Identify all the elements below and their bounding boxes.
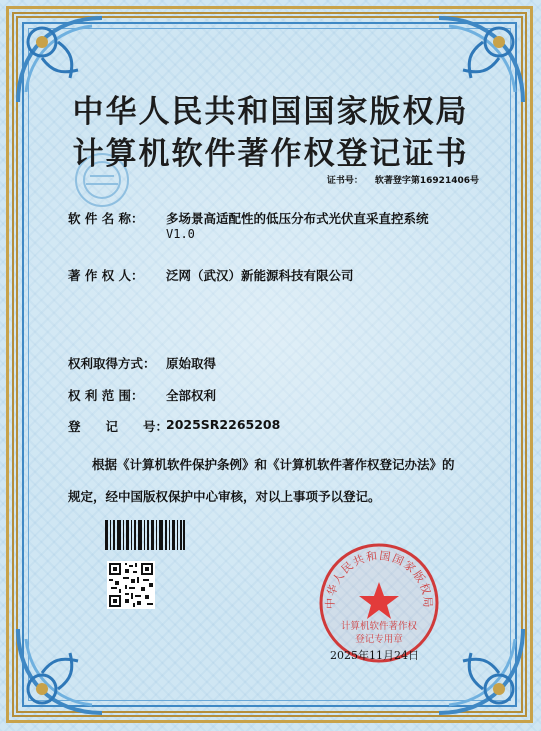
certificate-number	[327, 173, 479, 186]
seal-inner-line-1: 计算机软件著作权	[340, 621, 417, 632]
corner-ornament-icon	[433, 623, 529, 719]
software-name-row	[68, 209, 429, 241]
statement-line-2: 规定，经中国版权保护中心审核，对以上事项予以登记。	[68, 489, 381, 504]
software-name-label: 软 件 名 称：	[68, 211, 144, 226]
qr-code-icon	[107, 561, 155, 609]
registration-label: 登 记 号：	[68, 419, 169, 434]
software-version: V1.0	[166, 227, 195, 241]
software-name-value: 多场景高适配性的低压分布式光伏直采直控系统	[166, 211, 429, 226]
registration-value: 2025SR2265208	[166, 417, 281, 432]
certificate-number-label: 证书号：	[326, 176, 363, 186]
certificate-number-value: 软著登字第16921406号	[374, 176, 479, 186]
registration-row	[68, 417, 280, 435]
official-seal-icon	[318, 542, 440, 664]
acquisition-row	[68, 354, 216, 372]
owner-row	[68, 266, 354, 284]
acquisition-value: 原始取得	[166, 356, 217, 371]
scope-label: 权 利 范 围：	[68, 388, 144, 403]
statement-line-1: 根据《计算机软件保护条例》和《计算机软件著作权登记办法》的	[92, 457, 455, 472]
seal-inner-line-2: 登记专用章	[355, 634, 403, 645]
scope-row	[68, 386, 216, 404]
barcode-icon	[105, 520, 185, 550]
corner-ornament-icon	[12, 623, 108, 719]
scope-value: 全部权利	[166, 388, 217, 403]
certificate-title: 计算机软件著作权登记证书	[72, 136, 469, 172]
issue-date: 2025年11月24日	[330, 649, 419, 662]
owner-label: 著 作 权 人：	[68, 268, 144, 283]
acquisition-label: 权利取得方式：	[68, 356, 156, 371]
seal-arc-text: 中华人民共和国国家版权局	[323, 549, 435, 610]
issuer-title: 中华人民共和国国家版权局	[72, 94, 469, 130]
owner-value: 泛网（武汉）新能源科技有限公司	[166, 268, 354, 283]
